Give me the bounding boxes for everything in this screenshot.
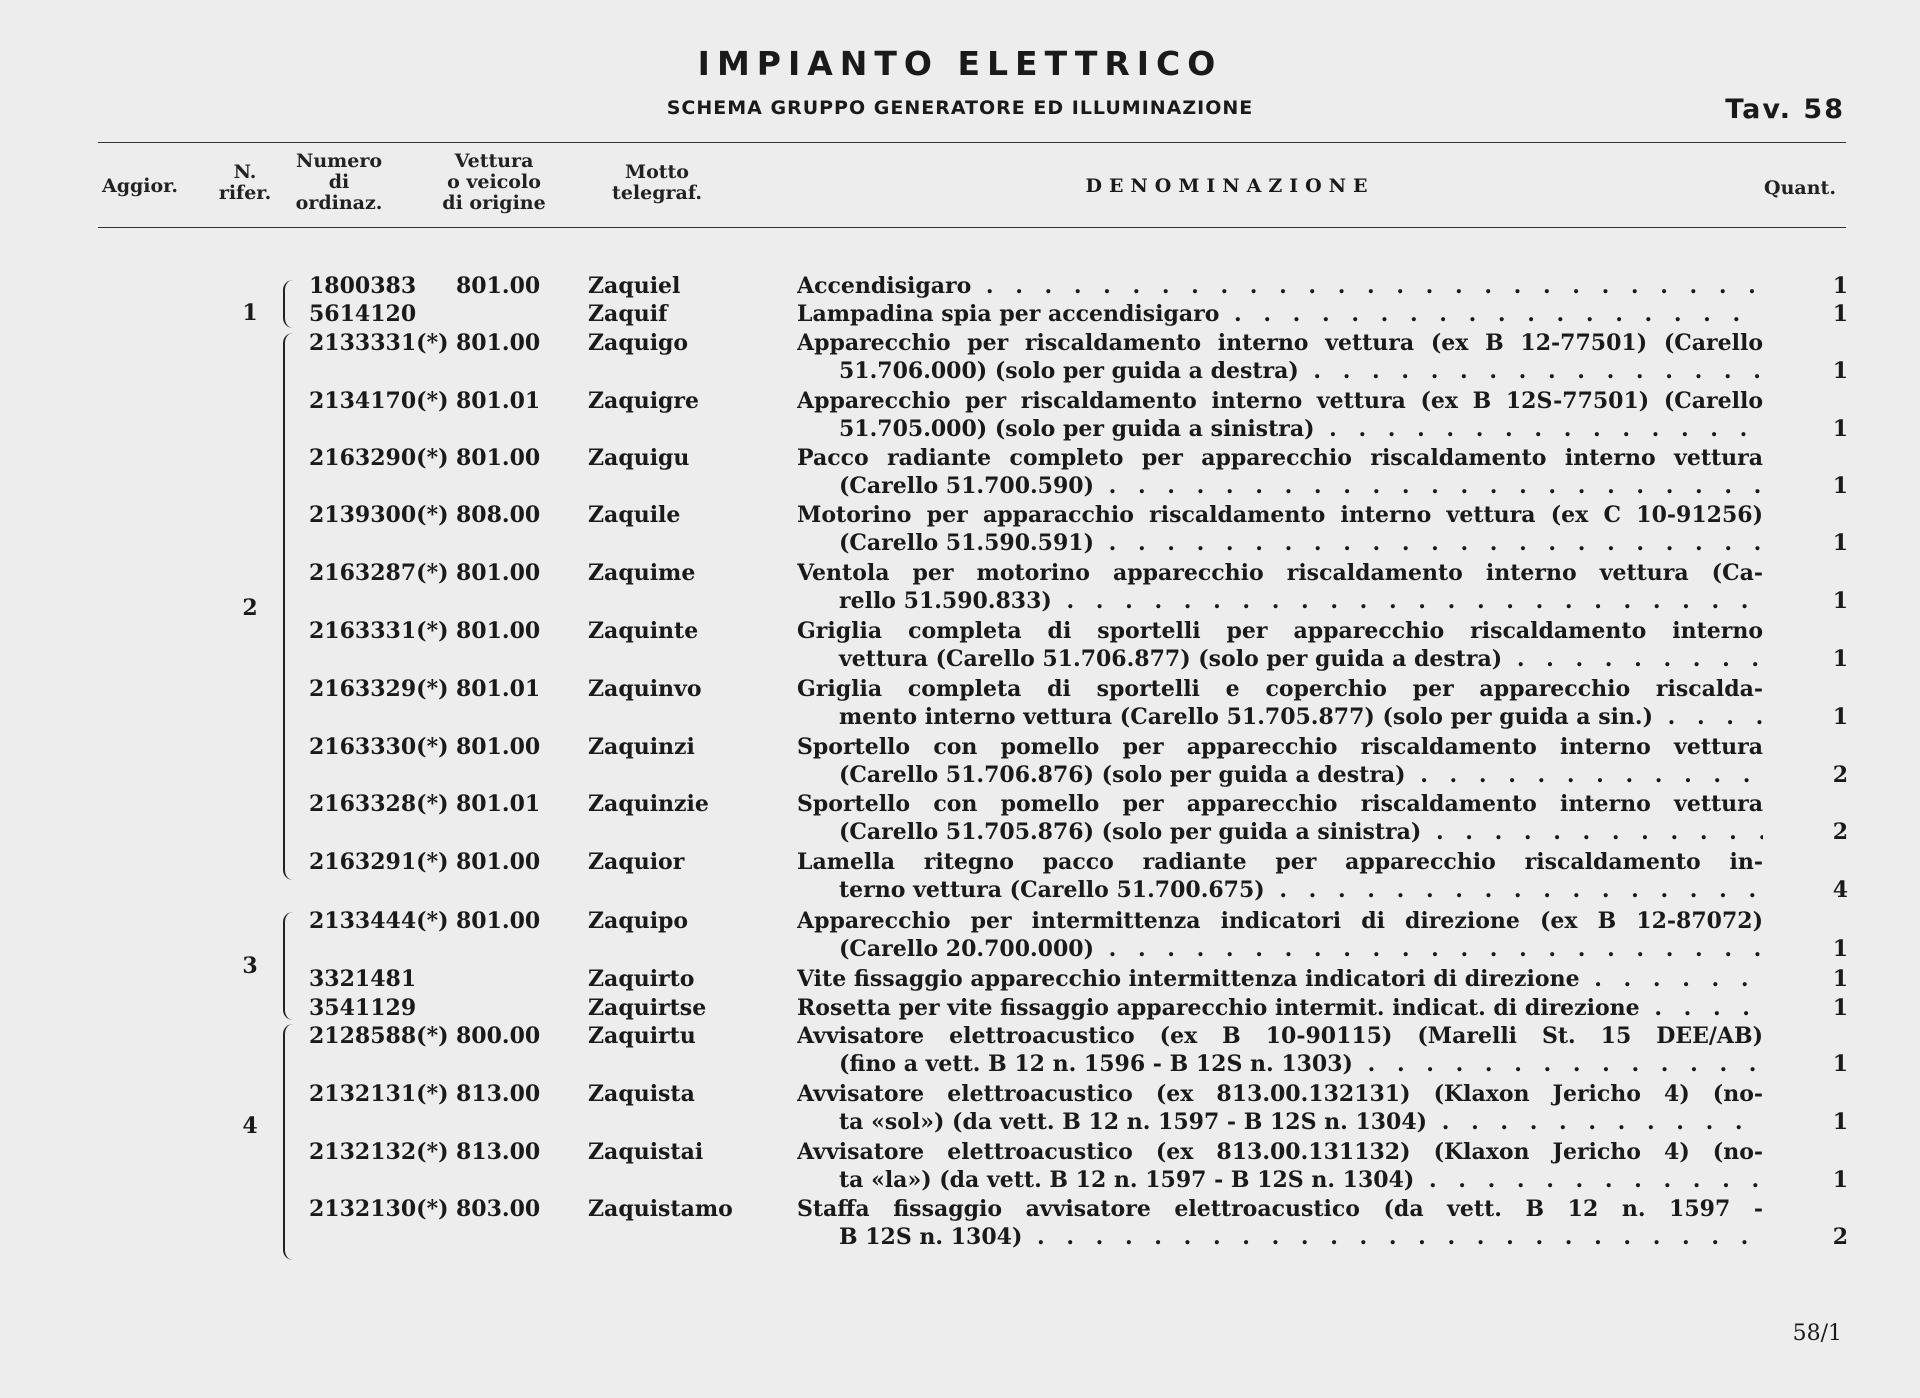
telegraph-code: Zaquirtse [588, 995, 707, 1021]
description-line [797, 761, 1763, 789]
description-line-text: (Carello 20.700.000) [839, 936, 1094, 962]
order-number: 2163329(*) [309, 676, 449, 702]
quantity: 1 [1832, 1109, 1848, 1135]
description-line-text: (Carello 51.700.590) [839, 473, 1094, 499]
table-reference: Tav. 58 [1725, 94, 1845, 125]
order-number: 2132130(*) [309, 1196, 449, 1222]
table-row [0, 329, 1920, 389]
description-line: Griglia completa di sportelli e coperchio per apparecchio riscalda- [797, 676, 1763, 702]
description-line-text: terno vettura (Carello 51.700.675) [839, 877, 1265, 903]
description-line: Avvisatore elettroacustico (ex B 10-90115) (Marelli St. 15 DEE/AB) [797, 1023, 1763, 1049]
col-vettura-line2: o veicolo [447, 171, 541, 193]
description [797, 965, 1763, 993]
telegraph-code: Zaquiel [588, 273, 681, 299]
description [797, 1022, 1763, 1078]
col-vettura-line1: Vettura [454, 150, 534, 172]
top-rule [98, 142, 1846, 143]
telegraph-code: Zaquif [588, 301, 668, 327]
telegraph-code: Zaquirtu [588, 1023, 696, 1049]
description-line [797, 1166, 1763, 1194]
order-number: 2163331(*) [309, 618, 449, 644]
order-number: 2134170(*) [309, 388, 449, 414]
description-line [797, 472, 1763, 500]
telegraph-code: Zaquista [588, 1081, 695, 1107]
description [797, 272, 1763, 300]
quantity: 1 [1832, 301, 1848, 327]
quantity: 1 [1832, 530, 1848, 556]
col-aggior: Aggior. [101, 175, 179, 197]
vehicle-origin: 803.00 [456, 1196, 541, 1222]
telegraph-code: Zaquinzie [588, 791, 709, 817]
description [797, 907, 1763, 963]
description-line-text: B 12S n. 1304) [839, 1224, 1023, 1250]
quantity: 1 [1832, 966, 1848, 992]
telegraph-code: Zaquime [588, 560, 696, 586]
table-row [0, 848, 1920, 908]
order-number: 2139300(*) [309, 502, 449, 528]
col-motto-line2: telegraf. [612, 182, 702, 204]
table-row [0, 907, 1920, 967]
description-line: Motorino per apparacchio riscaldamento interno vettura (ex C 10-91256) [797, 502, 1763, 528]
col-vettura [430, 151, 558, 214]
table-row [0, 387, 1920, 447]
description-line-text: 51.706.000) (solo per guida a destra) [839, 358, 1299, 384]
description-line-text: rello 51.590.833) [839, 588, 1052, 614]
description [797, 559, 1763, 615]
description-line: Vite fissaggio apparecchio intermittenza indicatori di direzione [797, 966, 1580, 992]
table-row [0, 790, 1920, 850]
page-title: IMPIANTO ELETTRICO [697, 44, 1223, 83]
description-line: Apparecchio per intermittenza indicatori di direzione (ex B 12-87072) [797, 908, 1763, 934]
telegraph-code: Zaquigo [588, 330, 689, 356]
telegraph-code: Zaquirto [588, 966, 695, 992]
description-line: Apparecchio per riscaldamento interno vettura (ex B 12S-77501) (Carello [797, 388, 1763, 414]
description-line [797, 1050, 1763, 1078]
description-line: Avvisatore elettroacustico (ex 813.00.132131) (Klaxon Jericho 4) (no- [797, 1081, 1763, 1107]
order-number: 3321481 [309, 966, 417, 992]
quantity: 1 [1832, 416, 1848, 442]
quantity: 1 [1832, 273, 1848, 299]
description-line: Rosetta per vite fissaggio apparecchio intermit. indicat. di direzione [797, 995, 1640, 1021]
description [797, 617, 1763, 673]
table-row [0, 559, 1920, 619]
col-vettura-line3: di origine [442, 192, 546, 214]
description-line-text: ta «sol») (da vett. B 12 n. 1597 - B 12S n. 1304) [839, 1109, 1428, 1135]
table-row [0, 675, 1920, 735]
vehicle-origin: 808.00 [456, 502, 541, 528]
col-numero-line2: di [328, 171, 350, 193]
description-line [797, 1223, 1763, 1251]
quantity: 1 [1832, 1167, 1848, 1193]
description-line-text: (fino a vett. B 12 n. 1596 - B 12S n. 1303) [839, 1051, 1353, 1077]
description-line [797, 876, 1763, 904]
description-line: Lamella ritegno pacco radiante per apparecchio riscaldamento in- [797, 849, 1763, 875]
description-line-text: mento interno vettura (Carello 51.705.877) (solo per guida a sin.) [839, 704, 1653, 730]
order-number: 1800383 [309, 273, 417, 299]
description-line: Sportello con pomello per apparecchio riscaldamento interno vettura [797, 791, 1763, 817]
order-number: 2128588(*) [309, 1023, 449, 1049]
vehicle-origin: 801.00 [456, 849, 541, 875]
description-line [797, 1108, 1763, 1136]
vehicle-origin: 813.00 [456, 1081, 541, 1107]
description-line [797, 965, 1763, 993]
description-line: Accendisigaro [797, 273, 972, 299]
description-line: Griglia completa di sportelli per apparecchio riscaldamento interno [797, 618, 1763, 644]
telegraph-code: Zaquinte [588, 618, 699, 644]
description-line [797, 415, 1763, 443]
description-line [797, 994, 1763, 1022]
description [797, 1195, 1763, 1251]
col-motto [594, 162, 720, 204]
telegraph-code: Zaquigu [588, 445, 690, 471]
order-number: 2163291(*) [309, 849, 449, 875]
group-number: 3 [242, 953, 258, 979]
description-line: Ventola per motorino apparecchio riscaldamento interno vettura (Ca- [797, 560, 1763, 586]
description [797, 848, 1763, 904]
description [797, 501, 1763, 557]
description [797, 733, 1763, 789]
description-line [797, 272, 1763, 300]
order-number: 2163328(*) [309, 791, 449, 817]
description [797, 675, 1763, 731]
order-number: 2163290(*) [309, 445, 449, 471]
col-rifer-line2: rifer. [218, 182, 272, 204]
vehicle-origin: 801.00 [456, 618, 541, 644]
description-line [797, 645, 1763, 673]
telegraph-code: Zaquigre [588, 388, 700, 414]
description-line-text: ta «la») (da vett. B 12 n. 1597 - B 12S n. 1304) [839, 1167, 1415, 1193]
description-line [797, 935, 1763, 963]
col-quant: Quant. [1764, 177, 1836, 199]
table-row [0, 733, 1920, 793]
col-numero-line1: Numero [295, 150, 383, 172]
description-line [797, 587, 1763, 615]
order-number: 5614120 [309, 301, 417, 327]
telegraph-code: Zaquistamo [588, 1196, 733, 1222]
description-line [797, 703, 1763, 731]
col-numero [284, 151, 394, 214]
vehicle-origin: 801.00 [456, 908, 541, 934]
description [797, 329, 1763, 385]
col-rifer-line1: N. [233, 161, 257, 183]
description [797, 300, 1763, 328]
description-line [797, 818, 1763, 846]
description-line [797, 300, 1763, 328]
telegraph-code: Zaquile [588, 502, 681, 528]
page-subtitle: SCHEMA GRUPPO GENERATORE ED ILLUMINAZIONE [666, 97, 1254, 119]
col-numero-line3: ordinaz. [295, 192, 383, 214]
quantity: 1 [1832, 588, 1848, 614]
table-row [0, 1080, 1920, 1140]
telegraph-code: Zaquinvo [588, 676, 702, 702]
vehicle-origin: 801.00 [456, 445, 541, 471]
quantity: 1 [1832, 646, 1848, 672]
description [797, 790, 1763, 846]
vehicle-origin: 801.00 [456, 560, 541, 586]
description-line: Avvisatore elettroacustico (ex 813.00.131132) (Klaxon Jericho 4) (no- [797, 1139, 1763, 1165]
table-row [0, 617, 1920, 677]
quantity: 1 [1832, 473, 1848, 499]
quantity: 1 [1832, 358, 1848, 384]
description-line: Pacco radiante completo per apparecchio riscaldamento interno vettura [797, 445, 1763, 471]
order-number: 3541129 [309, 995, 417, 1021]
description-line [797, 529, 1763, 557]
table-row [0, 1022, 1920, 1082]
table-row [0, 1138, 1920, 1198]
vehicle-origin: 801.00 [456, 330, 541, 356]
table-row [0, 1195, 1920, 1255]
quantity: 4 [1832, 877, 1848, 903]
group-number: 2 [242, 595, 258, 621]
order-number: 2163330(*) [309, 734, 449, 760]
description-line-text: (Carello 51.706.876) (solo per guida a destra) [839, 762, 1406, 788]
vehicle-origin: 800.00 [456, 1023, 541, 1049]
vehicle-origin: 801.01 [456, 791, 541, 817]
description-line: Staffa fissaggio avvisatore elettroacustico (da vett. B 12 n. 1597 - [797, 1196, 1763, 1222]
quantity: 1 [1832, 1051, 1848, 1077]
col-rifer [212, 162, 278, 204]
order-number: 2132132(*) [309, 1139, 449, 1165]
description [797, 387, 1763, 443]
vehicle-origin: 801.01 [456, 388, 541, 414]
header-rule [98, 227, 1846, 228]
order-number: 2133444(*) [309, 908, 449, 934]
telegraph-code: Zaquior [588, 849, 685, 875]
page-number: 58/1 [1792, 1321, 1842, 1346]
description-line-text: 51.705.000) (solo per guida a sinistra) [839, 416, 1315, 442]
telegraph-code: Zaquinzi [588, 734, 695, 760]
quantity: 1 [1832, 704, 1848, 730]
description [797, 1138, 1763, 1194]
vehicle-origin: 801.00 [456, 273, 541, 299]
table-row [0, 444, 1920, 504]
group-number: 4 [242, 1113, 258, 1139]
description-line-text: (Carello 51.705.876) (solo per guida a sinistra) [839, 819, 1422, 845]
description-line-text: (Carello 51.590.591) [839, 530, 1094, 556]
vehicle-origin: 801.00 [456, 734, 541, 760]
description-line: Lampadina spia per accendisigaro [797, 301, 1220, 327]
description-line: Apparecchio per riscaldamento interno vettura (ex B 12-77501) (Carello [797, 330, 1763, 356]
group-number: 1 [242, 300, 258, 326]
quantity: 1 [1832, 995, 1848, 1021]
order-number: 2163287(*) [309, 560, 449, 586]
order-number: 2133331(*) [309, 330, 449, 356]
quantity: 1 [1832, 936, 1848, 962]
vehicle-origin: 813.00 [456, 1139, 541, 1165]
description [797, 994, 1763, 1022]
quantity: 2 [1832, 819, 1848, 845]
col-denominazione: DENOMINAZIONE [1085, 175, 1375, 197]
order-number: 2132131(*) [309, 1081, 449, 1107]
vehicle-origin: 801.01 [456, 676, 541, 702]
telegraph-code: Zaquistai [588, 1139, 704, 1165]
description [797, 444, 1763, 500]
description [797, 1080, 1763, 1136]
telegraph-code: Zaquipo [588, 908, 689, 934]
quantity: 2 [1832, 1224, 1848, 1250]
quantity: 2 [1832, 762, 1848, 788]
col-motto-line1: Motto [625, 161, 689, 183]
description-line-text: vettura (Carello 51.706.877) (solo per guida a destra) [839, 646, 1503, 672]
description-line [797, 357, 1763, 385]
table-row [0, 501, 1920, 561]
description-line: Sportello con pomello per apparecchio riscaldamento interno vettura [797, 734, 1763, 760]
